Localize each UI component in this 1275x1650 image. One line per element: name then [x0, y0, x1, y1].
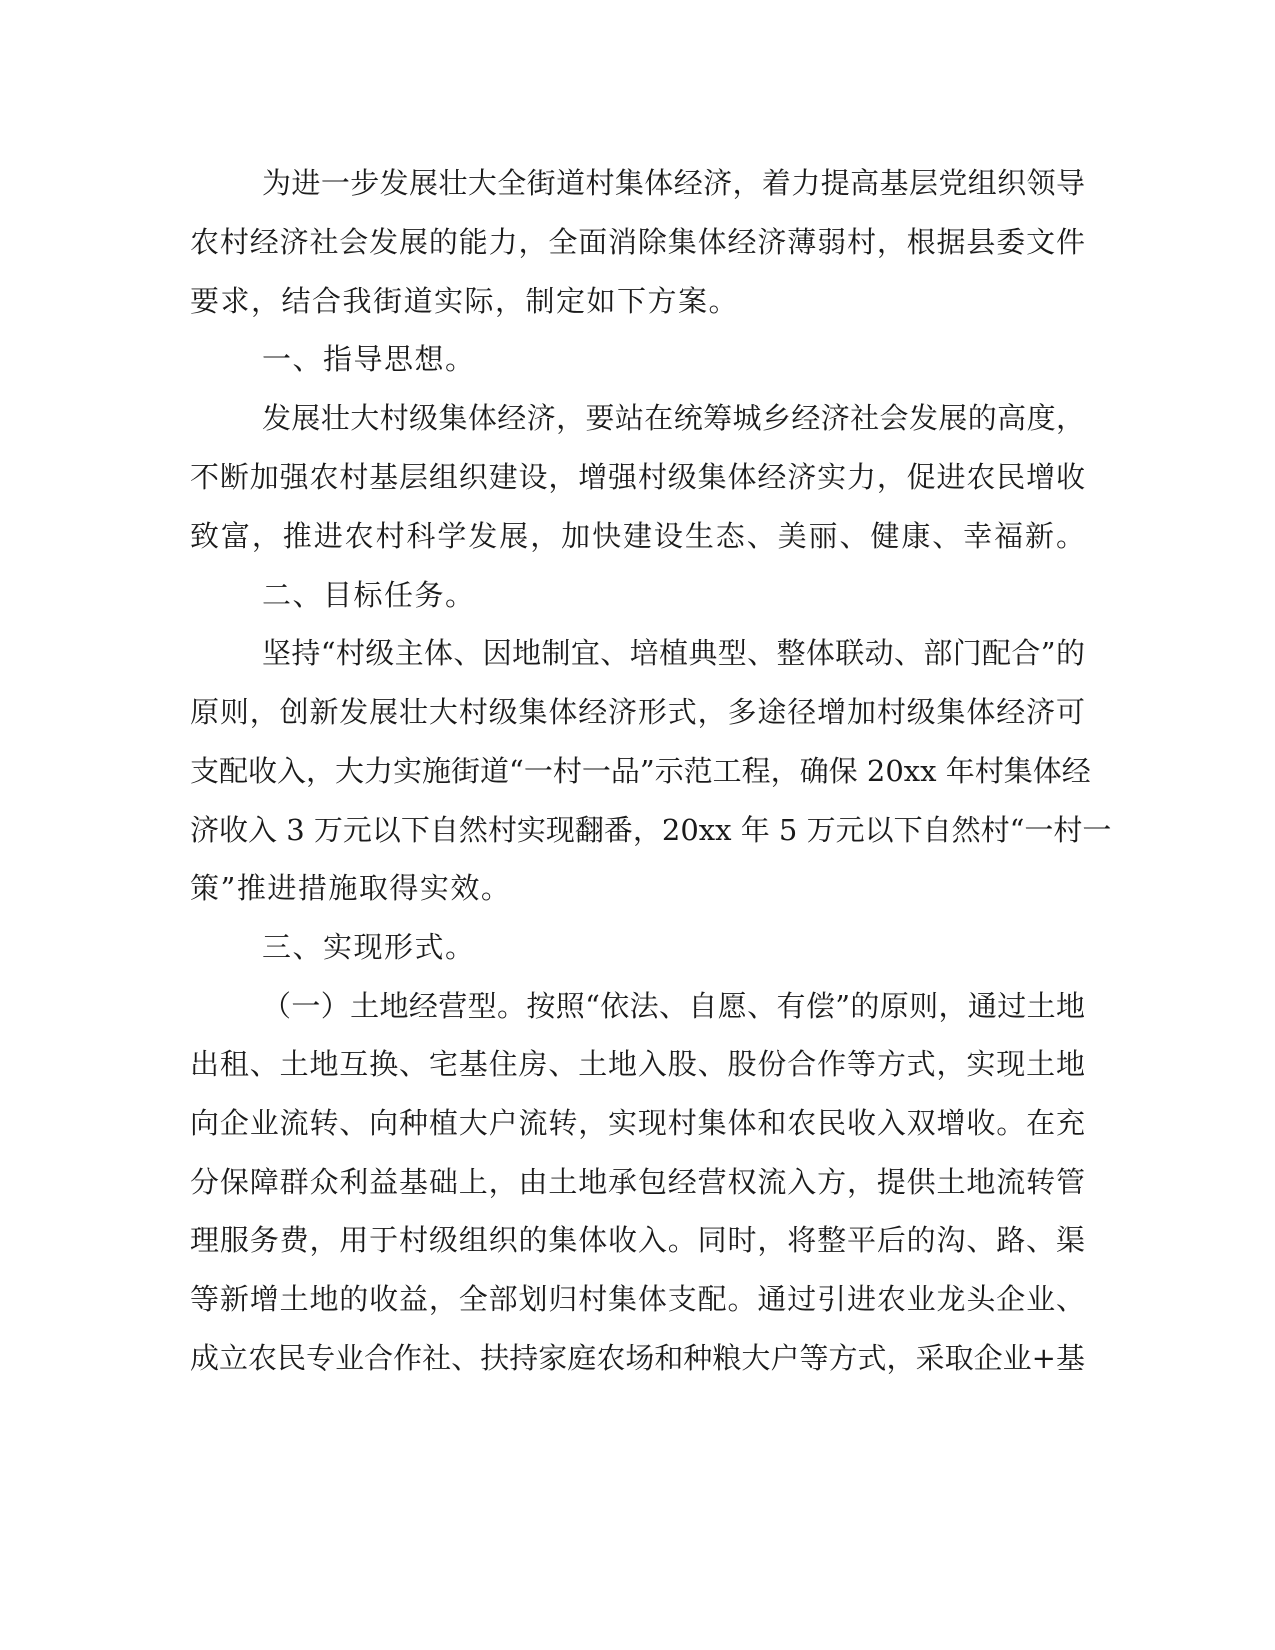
paragraph-4-line-2: 出租、土地互换、宅基住房、土地入股、股份合作等方式，实现土地 — [190, 1047, 1085, 1081]
paragraph-4-line-3: 向企业流转、向种植大户流转，实现村集体和农民收入双增收。在充 — [190, 1106, 1085, 1140]
paragraph-3-line-5: 策”推进措施取得实效。 — [190, 871, 512, 905]
paragraph-4-line-5: 理服务费，用于村级组织的集体收入。同时，将整平后的沟、路、渠 — [190, 1223, 1085, 1257]
paragraph-2-line-1: 发展壮大村级集体经济，要站在统筹城乡经济社会发展的高度， — [262, 401, 1085, 435]
paragraph-2-line-3: 致富，推进农村科学发展，加快建设生态、美丽、健康、幸福新。 — [190, 519, 1085, 553]
paragraph-3-line-4: 济收入 3 万元以下自然村实现翻番，20xx 年 5 万元以下自然村“一村一 — [190, 813, 1112, 847]
paragraph-4-line-1: （一）土地经营型。按照“依法、自愿、有偿”的原则，通过土地 — [262, 989, 1085, 1023]
paragraph-2-line-2: 不断加强农村基层组织建设，增强村级集体经济实力，促进农民增收 — [190, 460, 1085, 494]
section-heading-2: 二、目标任务。 — [262, 578, 476, 612]
section-heading-3: 三、实现形式。 — [262, 930, 476, 964]
paragraph-4-line-6: 等新增土地的收益，全部划归村集体支配。通过引进农业龙头企业、 — [190, 1282, 1085, 1316]
paragraph-4-line-4: 分保障群众利益基础上，由土地承包经营权流入方，提供土地流转管 — [190, 1165, 1085, 1199]
paragraph-3-line-2: 原则，创新发展壮大村级集体经济形式，多途径增加村级集体经济可 — [190, 695, 1085, 729]
paragraph-3-line-3: 支配收入，大力实施街道“一村一品”示范工程，确保 20xx 年村集体经 — [190, 754, 1091, 788]
paragraph-1-line-3: 要求，结合我街道实际，制定如下方案。 — [190, 284, 740, 318]
paragraph-3-line-1: 坚持“村级主体、因地制宜、培植典型、整体联动、部门配合”的 — [262, 636, 1085, 670]
paragraph-1-line-1: 为进一步发展壮大全街道村集体经济，着力提高基层党组织领导 — [262, 166, 1085, 200]
section-heading-1: 一、指导思想。 — [262, 342, 476, 376]
paragraph-4-line-7: 成立农民专业合作社、扶持家庭农场和种粮大户等方式，采取企业+基 — [190, 1341, 1085, 1375]
paragraph-1-line-2: 农村经济社会发展的能力，全面消除集体经济薄弱村，根据县委文件 — [190, 225, 1085, 259]
